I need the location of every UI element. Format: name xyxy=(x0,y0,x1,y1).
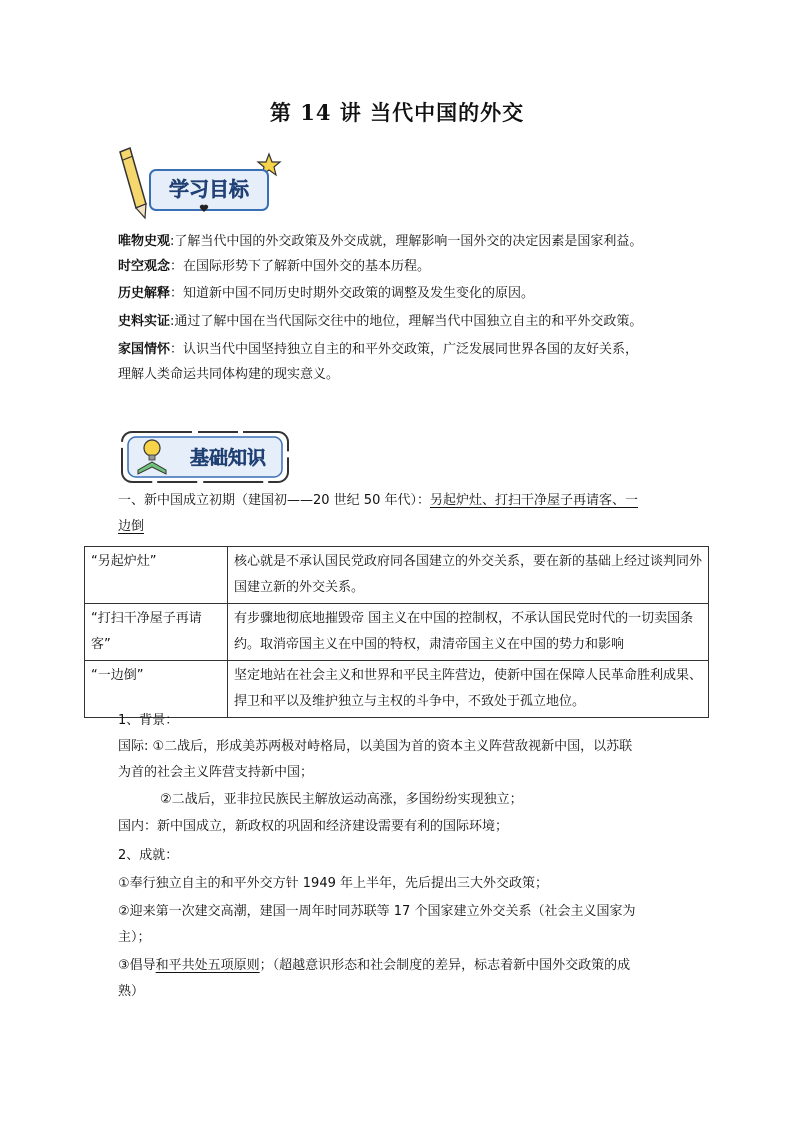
objective-item: 历史解释：知道新中国不同历史时期外交政策的调整及发生变化的原因。 xyxy=(118,286,535,301)
learning-goals-badge xyxy=(112,146,287,220)
table-cell-term: “另起炉灶” xyxy=(85,547,228,604)
objective-continuation: 理解人类命运共同体构建的现实意义。 xyxy=(118,367,340,382)
section-heading: 一、新中国成立初期（建国初——20 世纪 50 年代）：另起炉灶、打扫干净屋子再请客、一 xyxy=(118,493,638,508)
section-badge-label: 基础知识 xyxy=(189,447,267,469)
policy-table xyxy=(84,546,709,718)
objective-item: 史料实证:通过了解中国在当代国际交往中的地位，理解当代中国独立自主的和平外交政策。 xyxy=(118,314,643,329)
section-heading-continuation: 边倒 xyxy=(118,519,145,534)
table-cell-term: “打扫干净屋子再请客” xyxy=(85,604,228,661)
achievement-item: ①奉行独立自主的和平外交方针 1949 年上半年，先后提出三大外交政策； xyxy=(118,876,549,891)
achievement-item-cont: 主）； xyxy=(118,930,151,945)
objective-label: 历史解释 xyxy=(118,286,171,301)
background-international-2: ②二战后，亚非拉民族民主解放运动高涨，多国纷纷实现独立； xyxy=(160,792,523,807)
achievements-heading: 2、成就： xyxy=(118,848,179,863)
background-international-1-cont: 为首的社会主义阵营支持新中国； xyxy=(118,765,314,780)
objective-label: 家国情怀 xyxy=(118,342,171,357)
achievement-item: ③倡导和平共处五项原则；（超越意识形态和社会制度的差异，标志着新中国外交政策的成 xyxy=(118,958,631,973)
objective-label: 唯物史观 xyxy=(118,234,171,249)
basic-knowledge-badge xyxy=(116,426,296,488)
objective-item: 时空观念：在国际形势下了解新中国外交的基本历程。 xyxy=(118,259,431,274)
table-row xyxy=(85,547,709,604)
objective-item: 唯物史观:了解当代中国的外交政策及外交成就，理解影响一国外交的决定因素是国家利益。 xyxy=(118,234,643,249)
five-principles-term: 和平共处五项原则 xyxy=(155,958,260,973)
table-row xyxy=(85,604,709,661)
section-badge-label: 学习目标 xyxy=(169,177,249,201)
page-title: 第 14 讲 当代中国的外交 xyxy=(269,100,525,125)
background-domestic: 国内：新中国成立，新政权的巩固和经济建设需要有利的国际环境； xyxy=(118,819,509,834)
objective-label: 史料实证 xyxy=(118,314,171,329)
table-cell-desc: 有步骤地彻底地摧毁帝 国主义在中国的控制权，不承认国民党时代的一切卖国条约。取消帝国主义在中国的特权，肃清帝国主义在中国的势力和影响 xyxy=(228,604,709,661)
pencil-icon xyxy=(120,148,146,218)
background-heading: 1、背景： xyxy=(118,713,179,728)
objective-label: 时空观念 xyxy=(118,259,171,274)
achievement-item: ②迎来第一次建交高潮，建国一周年时同苏联等 17 个国家建立外交关系（社会主义国家为 xyxy=(118,904,636,919)
table-cell-desc: 坚定地站在社会主义和世界和平民主阵营边，使新中国在保障人民革命胜利成果、捍卫和平以及维护独立与主权的斗争中，不致处于孤立地位。 xyxy=(228,661,709,718)
objective-item: 家国情怀：认识当代中国坚持独立自主的和平外交政策，广泛发展同世界各国的友好关系， xyxy=(118,342,639,357)
table-cell-term: “一边倒” xyxy=(85,661,228,718)
table-row xyxy=(85,661,709,718)
underlined-key-terms: 另起炉灶、打扫干净屋子再请客、一 xyxy=(429,493,638,508)
background-international-1: 国际: ①二战后，形成美苏两极对峙格局，以美国为首的资本主义阵营敌视新中国，以苏联 xyxy=(118,739,633,754)
achievement-item-cont: 熟） xyxy=(118,984,145,999)
table-cell-desc: 核心就是不承认国民党政府同各国建立的外交关系，要在新的基础上经过谈判同外国建立新的外交关系。 xyxy=(228,547,709,604)
